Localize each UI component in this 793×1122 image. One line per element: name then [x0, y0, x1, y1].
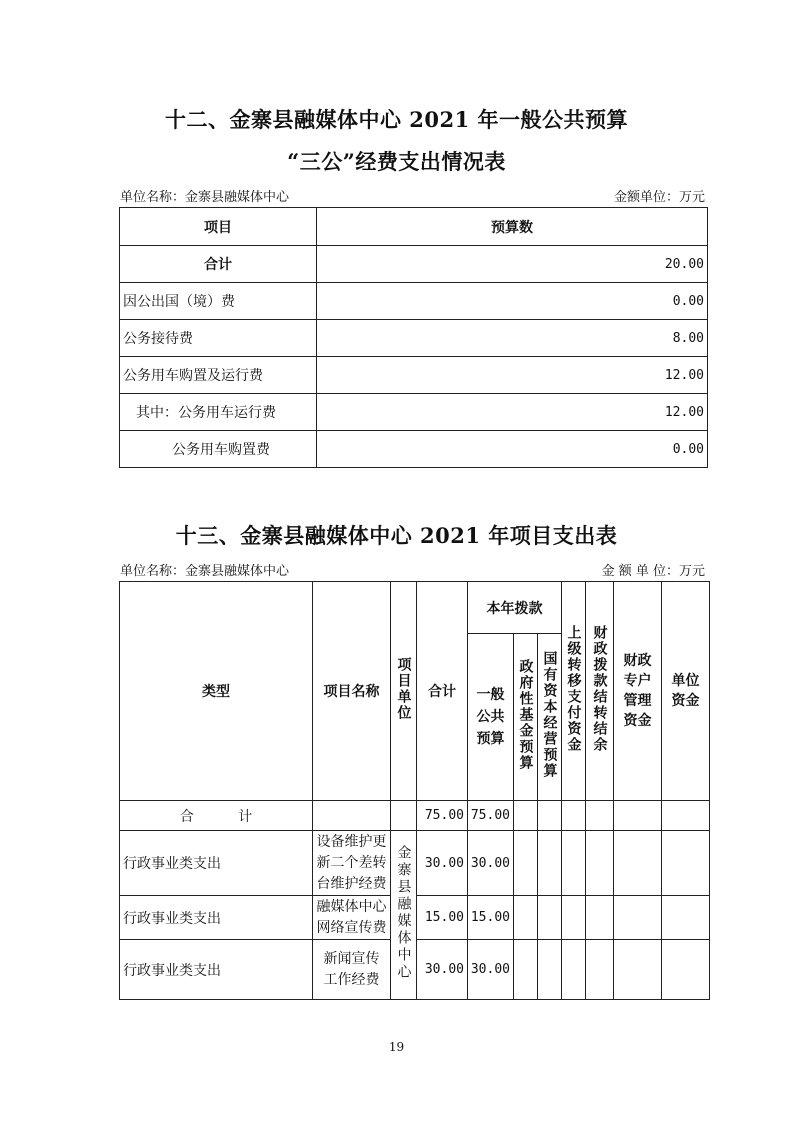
page-number: 19 — [388, 1040, 405, 1054]
row-general: 30.00 — [468, 940, 514, 1000]
row-value: 0.00 — [317, 283, 708, 320]
header-budget: 预算数 — [317, 208, 708, 246]
header-current-year: 本年拨款 — [468, 582, 562, 634]
row-value: 8.00 — [317, 320, 708, 357]
header-transfer — [562, 582, 586, 801]
row-label: 因公出国（境）费 — [120, 283, 317, 320]
row-label: 合计 — [120, 246, 317, 283]
total-general: 75.00 — [468, 801, 514, 831]
table-row — [120, 394, 708, 431]
row-project-name: 融媒体中心网络宣传费 — [313, 896, 391, 940]
section12-title-line1: 十二、金寨县融媒体中心 2021 年一般公共预算 — [164, 107, 629, 132]
table-row — [120, 431, 708, 468]
row-type: 行政事业类支出 — [120, 896, 313, 940]
row-label: 公务用车购置及运行费 — [120, 357, 317, 394]
table-row — [120, 831, 710, 896]
header-gov-fund — [514, 634, 538, 801]
table-row — [120, 283, 708, 320]
row-label: 其中：公务用车运行费 — [120, 394, 317, 431]
total-row — [120, 801, 710, 831]
section13-amount-unit: 金 额 单 位：万元 — [601, 564, 705, 579]
three-public-expenses-table — [119, 207, 708, 468]
header-carryover-text: 财政拨款结转结余 — [591, 625, 608, 753]
table-row — [120, 246, 708, 283]
section12-title-line2: “三公”经费支出情况表 — [287, 149, 506, 174]
project-expense-table — [119, 581, 710, 1000]
table-row — [120, 320, 708, 357]
header-general-budget: 一般公共预算 — [468, 634, 514, 801]
row-total: 30.00 — [417, 831, 468, 896]
row-general: 15.00 — [468, 896, 514, 940]
row-general: 30.00 — [468, 831, 514, 896]
row-value: 12.00 — [317, 394, 708, 431]
row-type: 行政事业类支出 — [120, 831, 313, 896]
row-type: 行政事业类支出 — [120, 940, 313, 1000]
header-state-capital-text: 国有资本经营预算 — [541, 651, 558, 779]
header-total: 合计 — [417, 582, 468, 801]
header-type: 类型 — [120, 582, 313, 801]
row-label: 公务用车购置费 — [120, 431, 317, 468]
row-value: 20.00 — [317, 246, 708, 283]
row-total: 30.00 — [417, 940, 468, 1000]
row-project-name: 新闻宣传工作经费 — [313, 940, 391, 1000]
table-row — [120, 357, 708, 394]
header-project-unit-text: 项目单位 — [395, 657, 412, 721]
header-project-name: 项目名称 — [313, 582, 391, 801]
header-carryover — [586, 582, 614, 801]
header-fiscal-account: 财政专户管理资金 — [614, 582, 662, 801]
section12-unit-label: 单位名称：金寨县融媒体中心 — [120, 190, 290, 205]
header-unit-funds: 单位资金 — [662, 582, 710, 801]
row-value: 0.00 — [317, 431, 708, 468]
row-total: 15.00 — [417, 896, 468, 940]
section13-unit-label: 单位名称：金寨县融媒体中心 — [120, 564, 290, 579]
header-item: 项目 — [120, 208, 317, 246]
header-state-capital — [538, 634, 562, 801]
row-value: 12.00 — [317, 357, 708, 394]
project-unit-cell — [391, 831, 417, 1000]
total-amount: 75.00 — [417, 801, 468, 831]
header-gov-fund-text: 政府性基金预算 — [517, 659, 534, 771]
row-label: 公务接待费 — [120, 320, 317, 357]
header-transfer-text: 上级转移支付资金 — [565, 625, 582, 753]
row-project-name: 设备维护更新二个差转台维护经费 — [313, 831, 391, 896]
section13-title: 十三、金寨县融媒体中心 2021 年项目支出表 — [175, 523, 618, 548]
project-unit-value: 金寨县融媒体中心 — [395, 845, 412, 981]
total-label: 合 计 — [120, 801, 313, 831]
table-header-row — [120, 208, 708, 246]
section12-amount-unit: 金额单位：万元 — [613, 190, 705, 205]
header-project-unit — [391, 582, 417, 801]
